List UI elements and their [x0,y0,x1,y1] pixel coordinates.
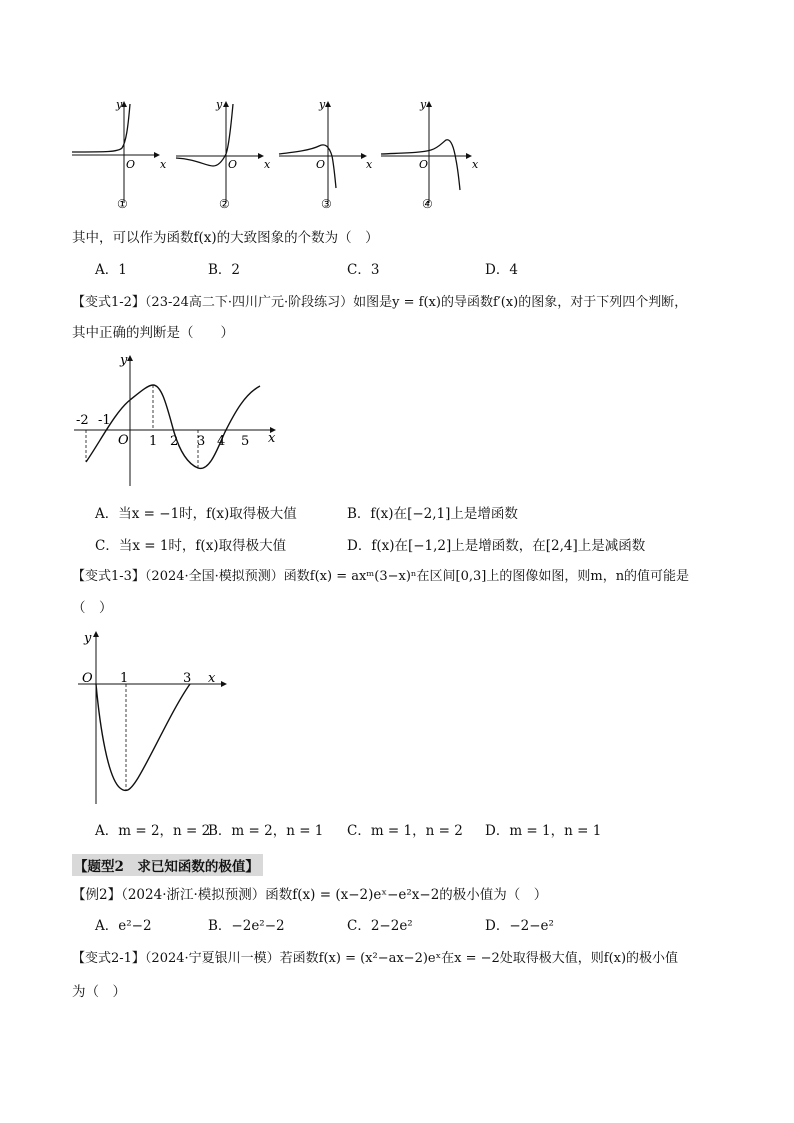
pow-origin: O [82,671,93,686]
graph4-origin: O [419,158,429,171]
deriv-tick-2: 2 [170,434,179,449]
deriv-y-label: y [120,353,128,368]
pow-x-label: x [208,671,216,686]
pow-tick-3: 3 [183,671,192,686]
v13-line2: （ ） [72,600,113,616]
graph1-label: ① [117,197,128,211]
graph2-y-label: y [216,98,223,111]
graph4-label: ④ [422,197,433,211]
graph4-x-label: x [472,158,479,171]
four-graphs-figure [66,98,486,214]
v12-line1: 【变式1-2】（23-24高二下·四川广元·阶段练习）如图是y = f(x)的导函数f′(x)的图象，对于下列四个判断， [72,295,688,310]
graph3-origin: O [316,158,326,171]
deriv-x-label: x [268,431,276,446]
v12-option-c: C．当x = 1时，f(x)取得极大值 [95,538,287,554]
ex2-line1: 【例2】（2024·浙江·模拟预测）函数f(x) = (x−2)eˣ−e²x−2的极小值为（ ） [72,887,548,903]
v13-option-a: A．m = 2，n = 2 [95,823,211,839]
deriv-tick-neg1: -1 [98,413,111,428]
graph-2 [176,98,271,211]
power-function-graph-figure [78,628,238,808]
v21-line1: 【变式2-1】（2024·宁夏银川一模）若函数f(x) = (x²−ax−2)eˣ在x = −2处取得极大值，则f(x)的极小值 [72,951,679,966]
v13-option-c: C．m = 1，n = 2 [347,823,463,839]
graph2-origin: O [228,158,238,171]
v13-option-d: D．m = 1，n = 1 [485,823,602,839]
q1-option-c: C．3 [347,262,380,278]
ex2-option-d: D．−2−e² [485,918,554,934]
v21-line2: 为（ ） [72,984,126,1000]
ex2-option-b: B．−2e²−2 [208,918,285,934]
graph3-x-label: x [366,158,373,171]
q1-question: 其中，可以作为函数f(x)的大致图象的个数为（ ） [72,230,379,246]
ex2-option-c: C．2−2e² [347,918,413,934]
v12-line2: 其中正确的判断是（ ） [72,325,234,341]
deriv-tick-1: 1 [149,434,158,449]
graph1-x-label: x [160,158,167,171]
deriv-origin: O [118,433,129,448]
graph1-origin: O [126,158,136,171]
q1-option-d: D．4 [485,262,518,278]
v12-option-a: A．当x = −1时，f(x)取得极大值 [95,506,297,522]
graph3-y-label: y [319,98,326,111]
v12-option-d: D．f(x)在[−1,2]上是增函数，在[2,4]上是减函数 [347,538,646,554]
deriv-tick-5: 5 [241,434,250,449]
graph3-label: ③ [321,197,332,211]
graph-4 [381,98,479,211]
graph2-label: ② [219,197,230,211]
v12-option-b: B．f(x)在[−2,1]上是增函数 [347,506,518,522]
q1-option-b: B．2 [208,262,241,278]
deriv-tick-4: 4 [217,434,226,449]
v13-line1: 【变式1-3】（2024·全国·模拟预测）函数f(x) = axᵐ(3−x)ⁿ在区间[0,3]上的图像如图，则m，n的值可能是 [72,569,690,584]
pow-tick-1: 1 [120,671,129,686]
ex2-option-a: A．e²−2 [95,918,152,934]
graph-3 [279,98,373,211]
q1-option-a: A．1 [95,262,127,278]
graph1-y-label: y [116,98,123,111]
derivative-graph-figure [70,352,285,492]
graph2-x-label: x [264,158,271,171]
section-2-heading: 【题型2 求已知函数的极值】 [72,854,263,876]
graph4-y-label: y [420,98,427,111]
v13-option-b: B．m = 2，n = 1 [208,823,324,839]
deriv-tick-3: 3 [197,434,206,449]
graph-1 [72,98,167,211]
pow-y-label: y [84,631,92,646]
deriv-tick-neg2: -2 [76,413,89,428]
